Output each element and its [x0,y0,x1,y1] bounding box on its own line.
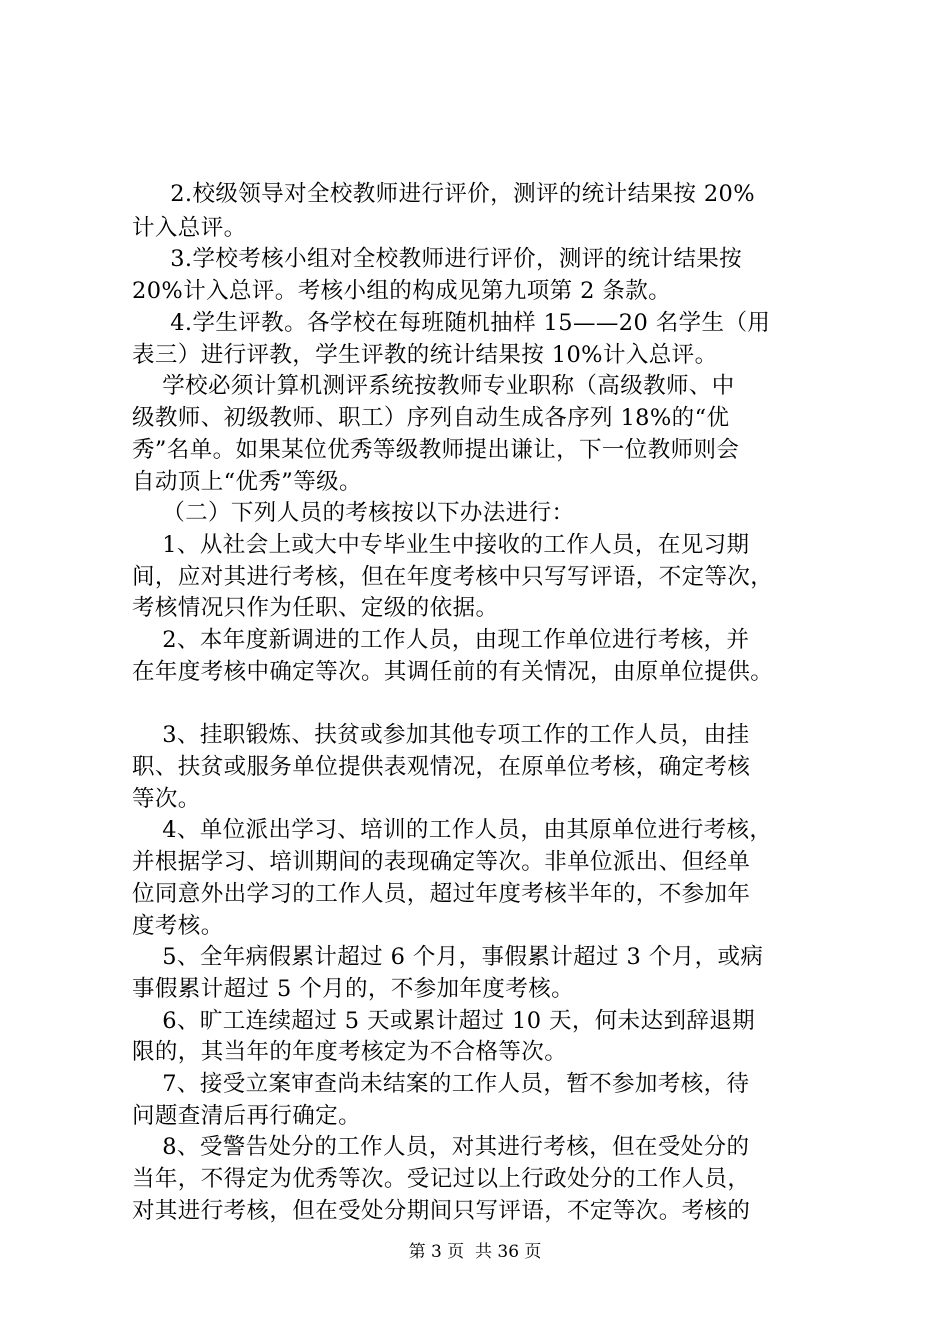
text-line: 3、挂职锻炼、扶贫或参加其他专项工作的工作人员，由挂 [132,722,750,748]
text-line: 表三）进行评教，学生评教的统计结果按 10%计入总评。 [132,342,718,368]
text-line: 1、从社会上或大中专毕业生中接收的工作人员，在见习期 [132,532,750,558]
text-line: 8、受警告处分的工作人员，对其进行考核，但在受处分的 [132,1134,750,1160]
text-line: 事假累计超过 5 个月的，不参加年度考核。 [132,976,575,1002]
text-line: 6、旷工连续超过 5 天或累计超过 10 天，何未达到辞退期 [132,1008,756,1034]
text-line: 4、单位派出学习、培训的工作人员，由其原单位进行考核， [132,817,773,843]
text-line: 度考核。 [132,913,224,939]
text-line: 自动顶上“优秀”等级。 [132,469,362,495]
text-line: 对其进行考核，但在受处分期间只写评语，不定等次。考核的 [132,1198,751,1224]
text-line: 4.学生评教。各学校在每班随机抽样 15——20 名学生（用 [140,310,771,336]
text-line: 级教师、初级教师、职工）序列自动生成各序列 18%的“优 [132,405,730,431]
text-line: 5、全年病假累计超过 6 个月，事假累计超过 3 个月，或病 [132,944,764,970]
text-line: 20%计入总评。考核小组的构成见第九项第 2 条款。 [132,278,672,304]
text-line: 当年，不得定为优秀等次。受记过以上行政处分的工作人员， [132,1166,751,1192]
text-line: 等次。 [132,786,201,812]
text-line: 职、扶贫或服务单位提供表观情况，在原单位考核，确定考核 [132,754,751,780]
text-line: （二）下列人员的考核按以下办法进行： [132,500,575,526]
text-line: 3.学校考核小组对全校教师进行评价，测评的统计结果按 [140,246,743,272]
text-line: 问题查清后再行确定。 [132,1103,362,1129]
text-line: 考核情况只作为任职、定级的依据。 [132,595,499,621]
text-line: 位同意外出学习的工作人员，超过年度考核半年的，不参加年 [132,881,751,907]
text-line: 间，应对其进行考核，但在年度考核中只写写评语，不定等次， [132,564,774,590]
text-line: 并根据学习、培训期间的表现确定等次。非单位派出、但经单 [132,849,751,875]
text-line: 7、接受立案审查尚未结案的工作人员，暂不参加考核，待 [132,1071,750,1097]
text-line: 计入总评。 [132,215,247,241]
page-footer: 第 3 页 共 36 页 [408,1242,542,1262]
text-line: 在年度考核中确定等次。其调任前的有关情况，由原单位提供。 [132,659,774,685]
text-line: 秀”名单。如果某位优秀等级教师提出谦让，下一位教师则会 [132,437,740,463]
text-line: 学校必须计算机测评系统按教师专业职称（高级教师、中 [132,373,735,399]
text-line: 2.校级领导对全校教师进行评价，测评的统计结果按 20% [140,181,756,207]
text-line: 限的，其当年的年度考核定为不合格等次。 [132,1039,568,1065]
text-line: 2、本年度新调进的工作人员，由现工作单位进行考核，并 [132,627,750,653]
